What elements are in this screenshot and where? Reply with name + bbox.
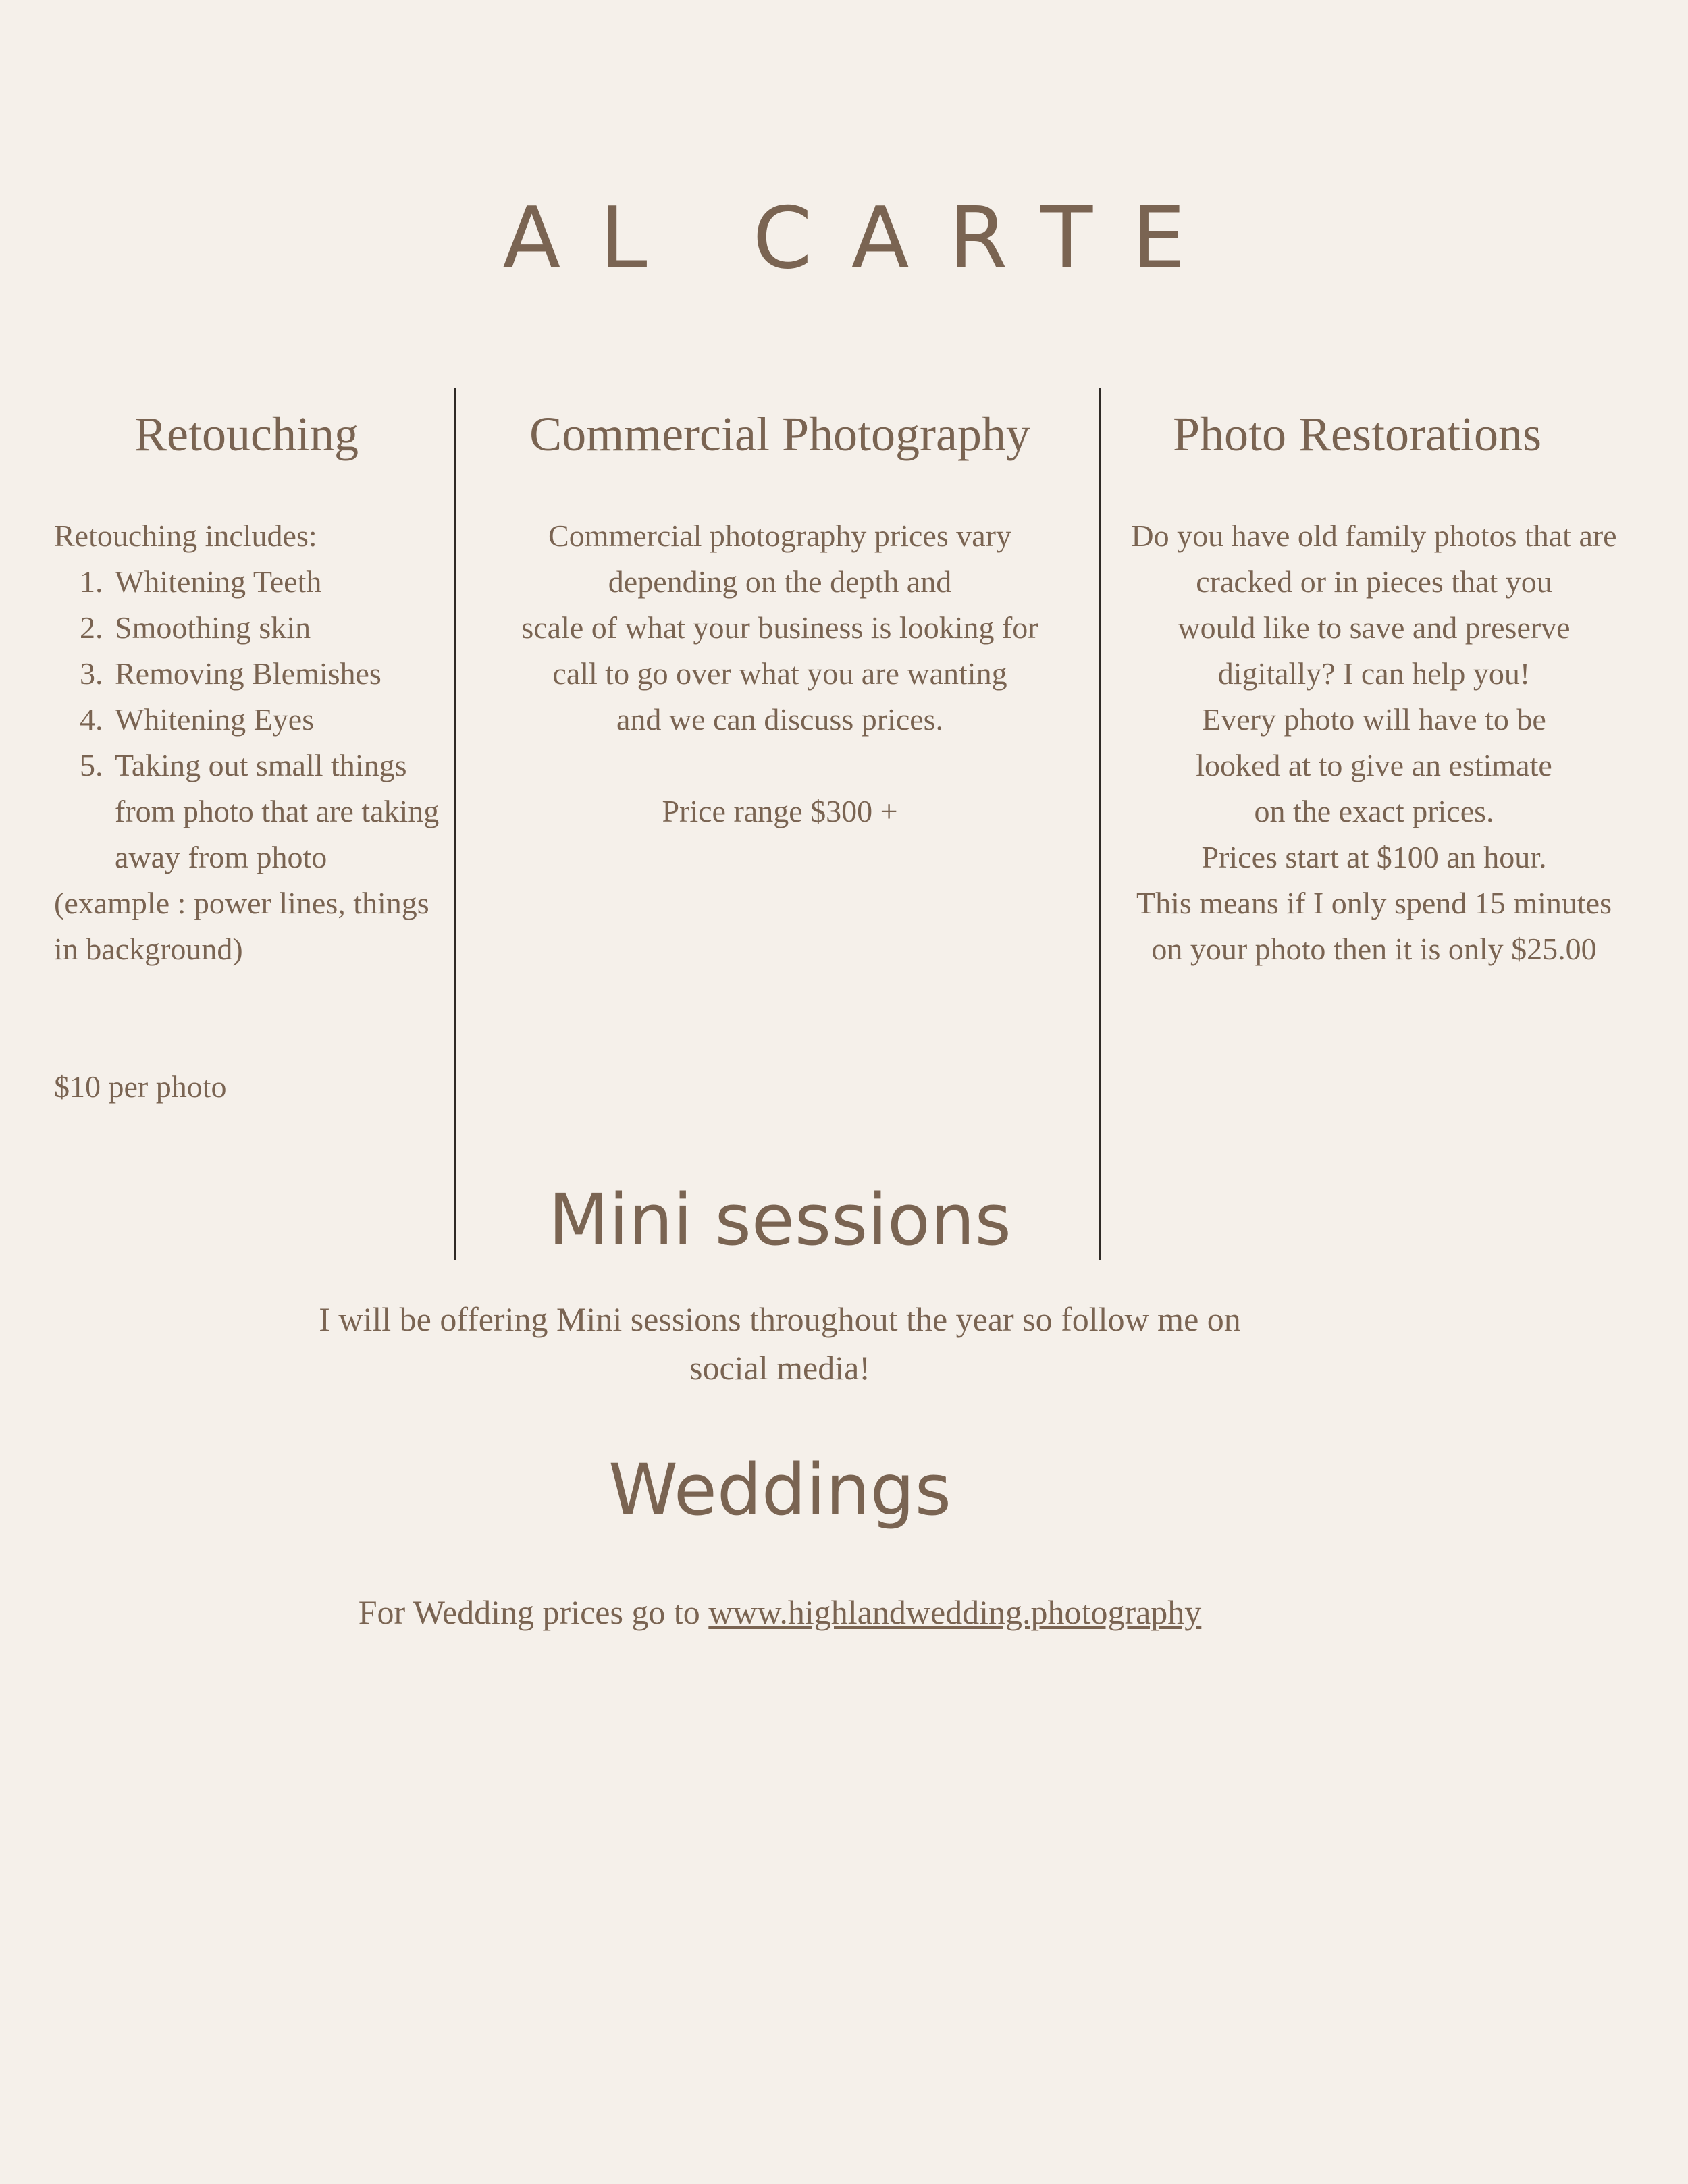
weddings-heading: Weddings xyxy=(608,1449,951,1531)
commercial-price: Price range $300 + xyxy=(662,794,898,828)
column-divider-left xyxy=(454,388,456,1260)
commercial-line: and we can discuss prices. xyxy=(616,702,944,737)
retouching-heading: Retouching xyxy=(134,407,359,461)
mini-sessions-text: I will be offering Mini sessions throughout the year so follow me on social media! xyxy=(319,1300,1241,1387)
commercial-line: depending on the depth and xyxy=(608,564,952,599)
restorations-line: Do you have old family photos that are xyxy=(1131,518,1617,553)
restorations-section xyxy=(1107,513,1641,972)
restorations-line: looked at to give an estimate xyxy=(1196,748,1552,782)
retouching-example: (example : power lines, things in background) xyxy=(54,886,429,966)
column-divider-right xyxy=(1099,388,1101,1260)
weddings-link[interactable]: www.highlandwedding.photography xyxy=(708,1593,1202,1631)
restorations-line: on your photo then it is only $25.00 xyxy=(1151,932,1597,966)
weddings-text-prefix: For Wedding prices go to xyxy=(358,1593,709,1631)
page-title: AL CARTE xyxy=(502,188,1225,288)
mini-sessions-heading: Mini sessions xyxy=(548,1179,1011,1261)
restorations-line: on the exact prices. xyxy=(1254,794,1494,828)
restorations-line: Every photo will have to be xyxy=(1202,702,1546,737)
list-item: 5. Taking out small things from photo that are taking away from photo xyxy=(111,743,452,880)
retouching-intro: Retouching includes: xyxy=(54,518,317,553)
list-item: 3. Removing Blemishes xyxy=(111,651,452,697)
weddings-text xyxy=(0,1588,1560,1636)
retouching-list xyxy=(54,559,452,880)
restorations-line: This means if I only spend 15 minutes xyxy=(1136,886,1612,920)
restorations-heading: Photo Restorations xyxy=(1172,407,1541,461)
list-item: 4. Whitening Eyes xyxy=(111,697,452,743)
restorations-line: digitally? I can help you! xyxy=(1217,656,1531,691)
restorations-line: would like to save and preserve xyxy=(1178,610,1571,645)
list-item: 2. Smoothing skin xyxy=(111,605,452,651)
restorations-line: Prices start at $100 an hour. xyxy=(1201,840,1547,874)
commercial-heading: Commercial Photography xyxy=(529,407,1030,461)
retouching-price: $10 per photo xyxy=(54,1069,227,1104)
commercial-section xyxy=(473,513,1087,834)
commercial-line: call to go over what you are wanting xyxy=(552,656,1007,691)
restorations-line: cracked or in pieces that you xyxy=(1196,564,1552,599)
list-item: 1. Whitening Teeth xyxy=(111,559,452,605)
retouching-section xyxy=(54,513,452,1110)
commercial-line: scale of what your business is looking for xyxy=(521,610,1038,645)
commercial-line: Commercial photography prices vary xyxy=(548,518,1011,553)
